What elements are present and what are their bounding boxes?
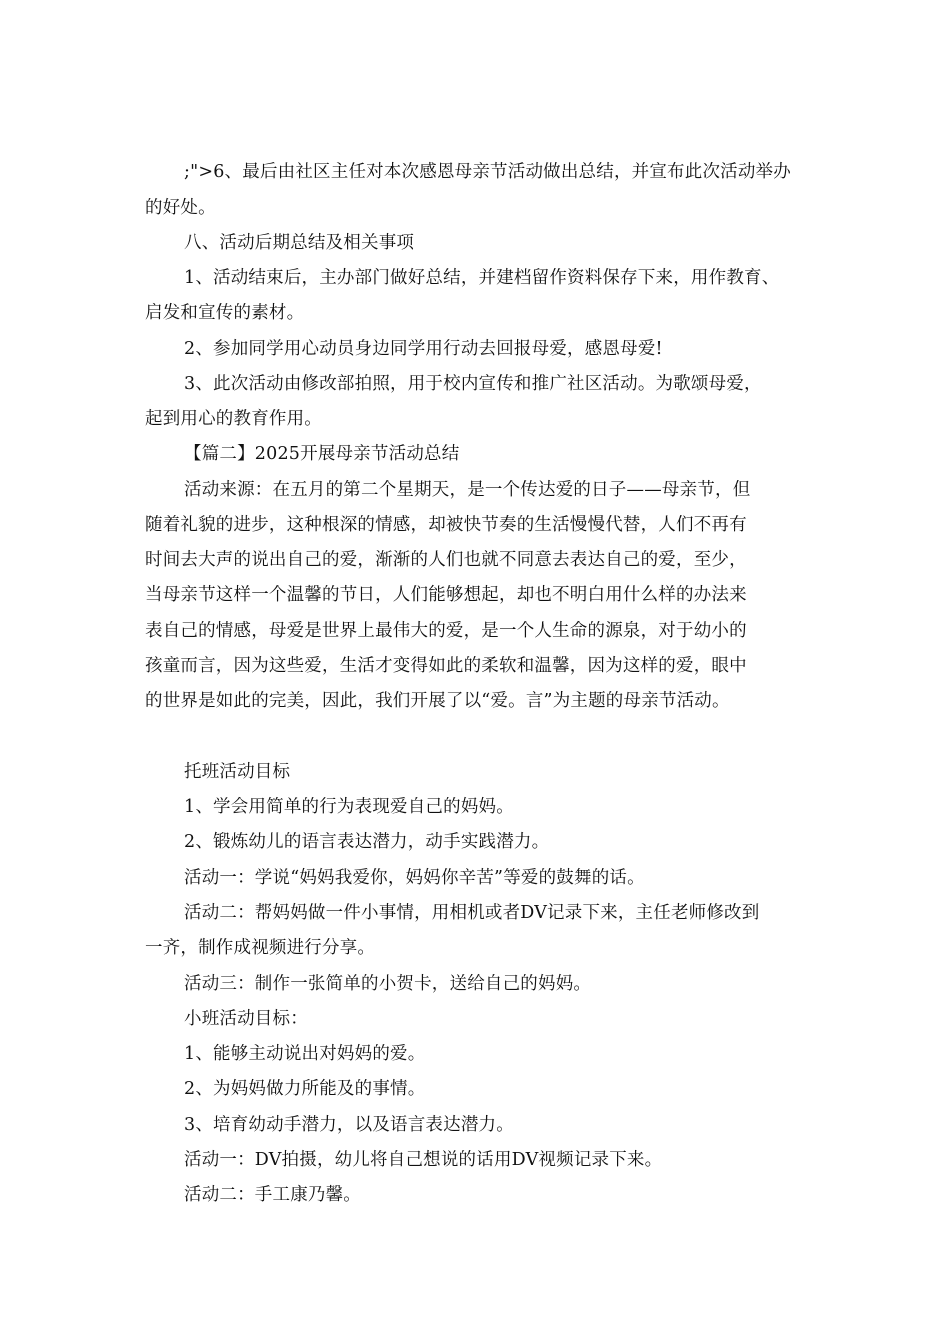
section-heading: 托班活动目标: [184, 762, 291, 782]
text-line: 一齐，制作成视频进行分享。: [145, 938, 376, 958]
text-line: 1、学会用简单的行为表现爱自己的妈妈。: [184, 797, 514, 817]
section-heading: 【篇二】2025开展母亲节活动总结: [184, 444, 460, 464]
text-line: 1、活动结束后，主办部门做好总结，并建档留作资料保存下来，用作教育、: [184, 268, 780, 288]
text-line: 的世界是如此的完美，因此，我们开展了以“爱。言”为主题的母亲节活动。: [145, 691, 730, 711]
text-line: 活动三：制作一张简单的小贺卡，送给自己的妈妈。: [184, 974, 592, 994]
text-line: 活动一：DV拍摄，幼儿将自己想说的话用DV视频记录下来。: [184, 1150, 663, 1170]
text-line: 时间去大声的说出自己的爱，渐渐的人们也就不同意去表达自己的爱，至少，: [145, 550, 747, 570]
text-line: 3、此次活动由修改部拍照，用于校内宣传和推广社区活动。为歌颂母爱，: [184, 374, 762, 394]
text-line: 2、锻炼幼儿的语言表达潜力，动手实践潜力。: [184, 832, 550, 852]
text-line: 活动一：学说“妈妈我爱你，妈妈你辛苦”等爱的鼓舞的话。: [184, 868, 645, 888]
text-line: 的好处。: [145, 198, 216, 218]
text-line: 启发和宣传的素材。: [145, 303, 305, 323]
text-line: 1、能够主动说出对妈妈的爱。: [184, 1044, 426, 1064]
text-line: 活动二：帮妈妈做一件小事情，用相机或者DV记录下来，主任老师修改到: [184, 903, 760, 923]
text-line: 2、参加同学用心动员身边同学用行动去回报母爱，感恩母爱!: [184, 339, 663, 359]
text-line: 随着礼貌的进步，这种根深的情感，却被快节奏的生活慢慢代替，人们不再有: [145, 515, 747, 535]
text-line: 孩童而言，因为这些爱，生活才变得如此的柔软和温馨，因为这样的爱，眼中: [145, 656, 747, 676]
text-line: ;">6、最后由社区主任对本次感恩母亲节活动做出总结，并宣布此次活动举办: [184, 162, 791, 182]
text-line: 3、培育幼动手潜力，以及语言表达潜力。: [184, 1115, 514, 1135]
text-line: 表自己的情感，母爱是世界上最伟大的爱，是一个人生命的源泉，对于幼小的: [145, 621, 747, 641]
text-line: 活动来源：在五月的第二个星期天，是一个传达爱的日子——母亲节，但: [184, 480, 751, 500]
text-line: 2、为妈妈做力所能及的事情。: [184, 1079, 426, 1099]
section-heading: 小班活动目标：: [184, 1009, 308, 1029]
text-line: 起到用心的教育作用。: [145, 409, 322, 429]
text-line: 当母亲节这样一个温馨的节日，人们能够想起，却也不明白用什么样的办法来: [145, 585, 747, 605]
text-line: 活动二：手工康乃馨。: [184, 1185, 361, 1205]
section-heading: 八、活动后期总结及相关事项: [184, 233, 415, 253]
